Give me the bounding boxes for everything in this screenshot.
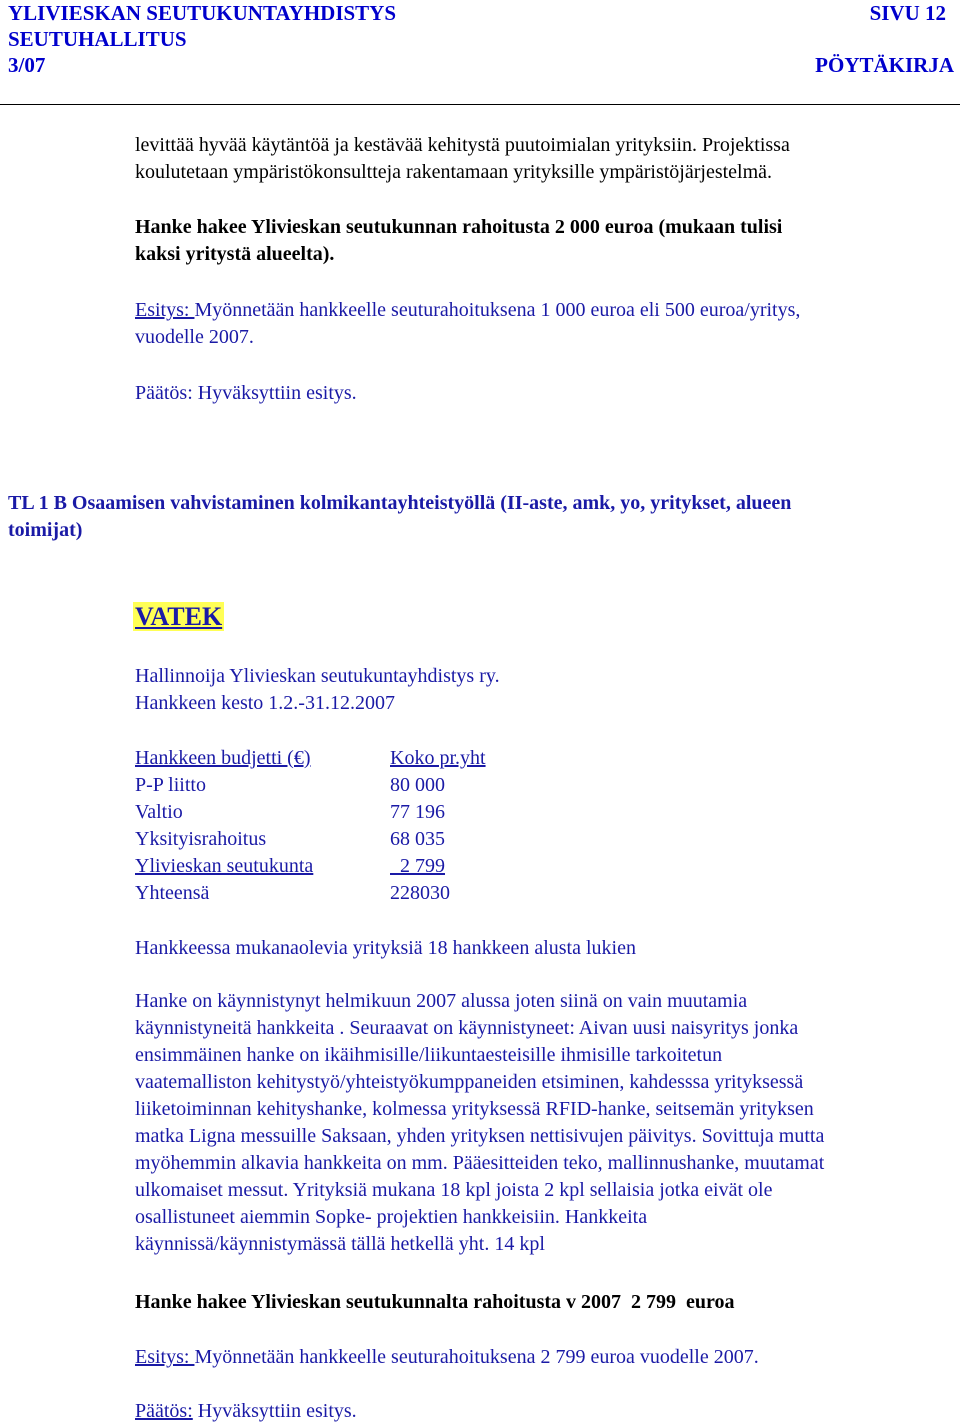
- header-board: SEUTUHALLITUS: [8, 27, 187, 51]
- paragraph-line: matka Ligna messuille Saksaan, yhden yrityksen nettisivujen päivitys. Sovittuja mutta: [135, 1125, 825, 1147]
- proposal-text: Myönnetään hankkeelle seuturahoituksena 1 000 euroa eli 500 euroa/yritys,: [194, 299, 801, 321]
- paragraph-line: ulkomaiset messut. Yrityksiä mukana 18 kpl joista 2 kpl sellaisia jotka eivät ole: [135, 1179, 773, 1201]
- budget-row-label: Ylivieskan seutukunta: [135, 855, 314, 877]
- budget-header-row: [135, 745, 555, 772]
- paragraph-line: käynnissä/käynnistymässä tällä hetkellä yht. 14 kpl: [135, 1233, 545, 1255]
- budget-col1-header: Hankkeen budjetti (€): [135, 747, 311, 769]
- proposal-2-label: Esitys:: [135, 1346, 195, 1368]
- intro-line-1: levittää hyvää käytäntöä ja kestävää kehitystä puutoimialan yrityksiin. Projektissa: [135, 134, 790, 156]
- budget-row: [135, 853, 555, 880]
- decision-line: [135, 380, 357, 407]
- funding-request-line-2: kaksi yritystä alueelta).: [135, 243, 335, 265]
- paragraph-line: käynnistyneitä hankkeita . Seuraavat on käynnistyneet: Aivan uusi naisyritys jonka: [135, 1017, 799, 1039]
- proposal-line-1: [135, 297, 800, 324]
- decision-2-line: [135, 1398, 357, 1425]
- budget-total-label: Yhteensä: [135, 882, 210, 904]
- funding-request-line-1: Hanke hakee Ylivieskan seutukunnan rahoitusta 2 000 euroa (mukaan tulisi: [135, 216, 783, 238]
- project-name-wrap: [133, 602, 224, 632]
- header-org: YLIVIESKAN SEUTUKUNTAYHDISTYS: [8, 1, 397, 25]
- proposal-2-line: [135, 1344, 759, 1371]
- intro-line-2: koulutetaan ympäristökonsultteja rakentamaan yrityksille ympäristöjärjestelmä.: [135, 161, 773, 183]
- paragraph-line: myöhemmin alkavia hankkeita on mm. Pääesitteiden teko, mallinnushanke, muutamat: [135, 1152, 825, 1174]
- decision-label: Päätös:: [135, 382, 193, 404]
- funding-request-2: Hanke hakee Ylivieskan seutukunnalta rahoitusta v 2007 2 799 euroa: [135, 1291, 735, 1313]
- paragraph-line: Hanke on käynnistynyt helmikuun 2007 alussa joten siinä on vain muutamia: [135, 990, 748, 1012]
- budget-row-value: 80 000: [390, 774, 445, 796]
- proposal-line-2: vuodelle 2007.: [135, 326, 254, 348]
- budget-row-value: 77 196: [390, 801, 445, 823]
- project-duration: Hankkeen kesto 1.2.-31.12.2007: [135, 692, 395, 714]
- budget-row: [135, 826, 555, 853]
- header-doc-type: PÖYTÄKIRJA: [815, 53, 954, 77]
- header-meeting: 3/07: [8, 53, 46, 77]
- budget-row: [135, 799, 555, 826]
- decision-2-text: Hyväksyttiin esitys.: [192, 1400, 357, 1422]
- paragraph-line: liiketoiminnan kehityshanke, kolmessa yrityksessä RFID-hanke, seitsemän yrityksen: [135, 1098, 814, 1120]
- budget-row-label: P-P liitto: [135, 774, 206, 796]
- proposal-2-text: Myönnetään hankkeelle seuturahoituksena 2 799 euroa vuodelle 2007.: [194, 1346, 759, 1368]
- section-heading-line-1: TL 1 B Osaamisen vahvistaminen kolmikantayhteistyöllä (II-aste, amk, yo, yritykset, alueen: [8, 492, 792, 514]
- budget-total-row: [135, 880, 555, 907]
- budget-row-label: Valtio: [135, 801, 183, 823]
- budget-col2-header: Koko pr.yht: [390, 747, 486, 769]
- header-rule: [0, 104, 960, 105]
- budget-table: [135, 745, 555, 907]
- project-name: VATEK: [135, 602, 223, 631]
- status-paragraph: [135, 988, 824, 1258]
- header-page: SIVU 12: [869, 1, 946, 25]
- project-admin: Hallinnoija Ylivieskan seutukuntayhdistys ry.: [135, 665, 500, 687]
- proposal-label: Esitys:: [135, 299, 195, 321]
- paragraph-line: ensimmäinen hanke on ikäihmisille/liikuntaesteisille ihmisille tarkoitetun: [135, 1044, 723, 1066]
- section-heading-line-2: toimijat): [8, 519, 83, 541]
- paragraph-line: osallistuneet aiemmin Sopke- projektien hankkeisiin. Hankkeita: [135, 1206, 648, 1228]
- decision-2-label: Päätös:: [135, 1400, 193, 1422]
- budget-row-value: 2 799: [390, 855, 445, 877]
- paragraph-line: vaatemalliston kehitystyö/yhteistyökumppaneiden etsiminen, kahdesssa yrityksessä: [135, 1071, 804, 1093]
- budget-row-value: 68 035: [390, 828, 445, 850]
- budget-total-value: 228030: [390, 882, 450, 904]
- budget-row: [135, 772, 555, 799]
- companies-count: Hankkeessa mukanaolevia yrityksiä 18 hankkeen alusta lukien: [135, 937, 636, 959]
- decision-text: Hyväksyttiin esitys.: [192, 382, 357, 404]
- budget-row-label: Yksityisrahoitus: [135, 828, 267, 850]
